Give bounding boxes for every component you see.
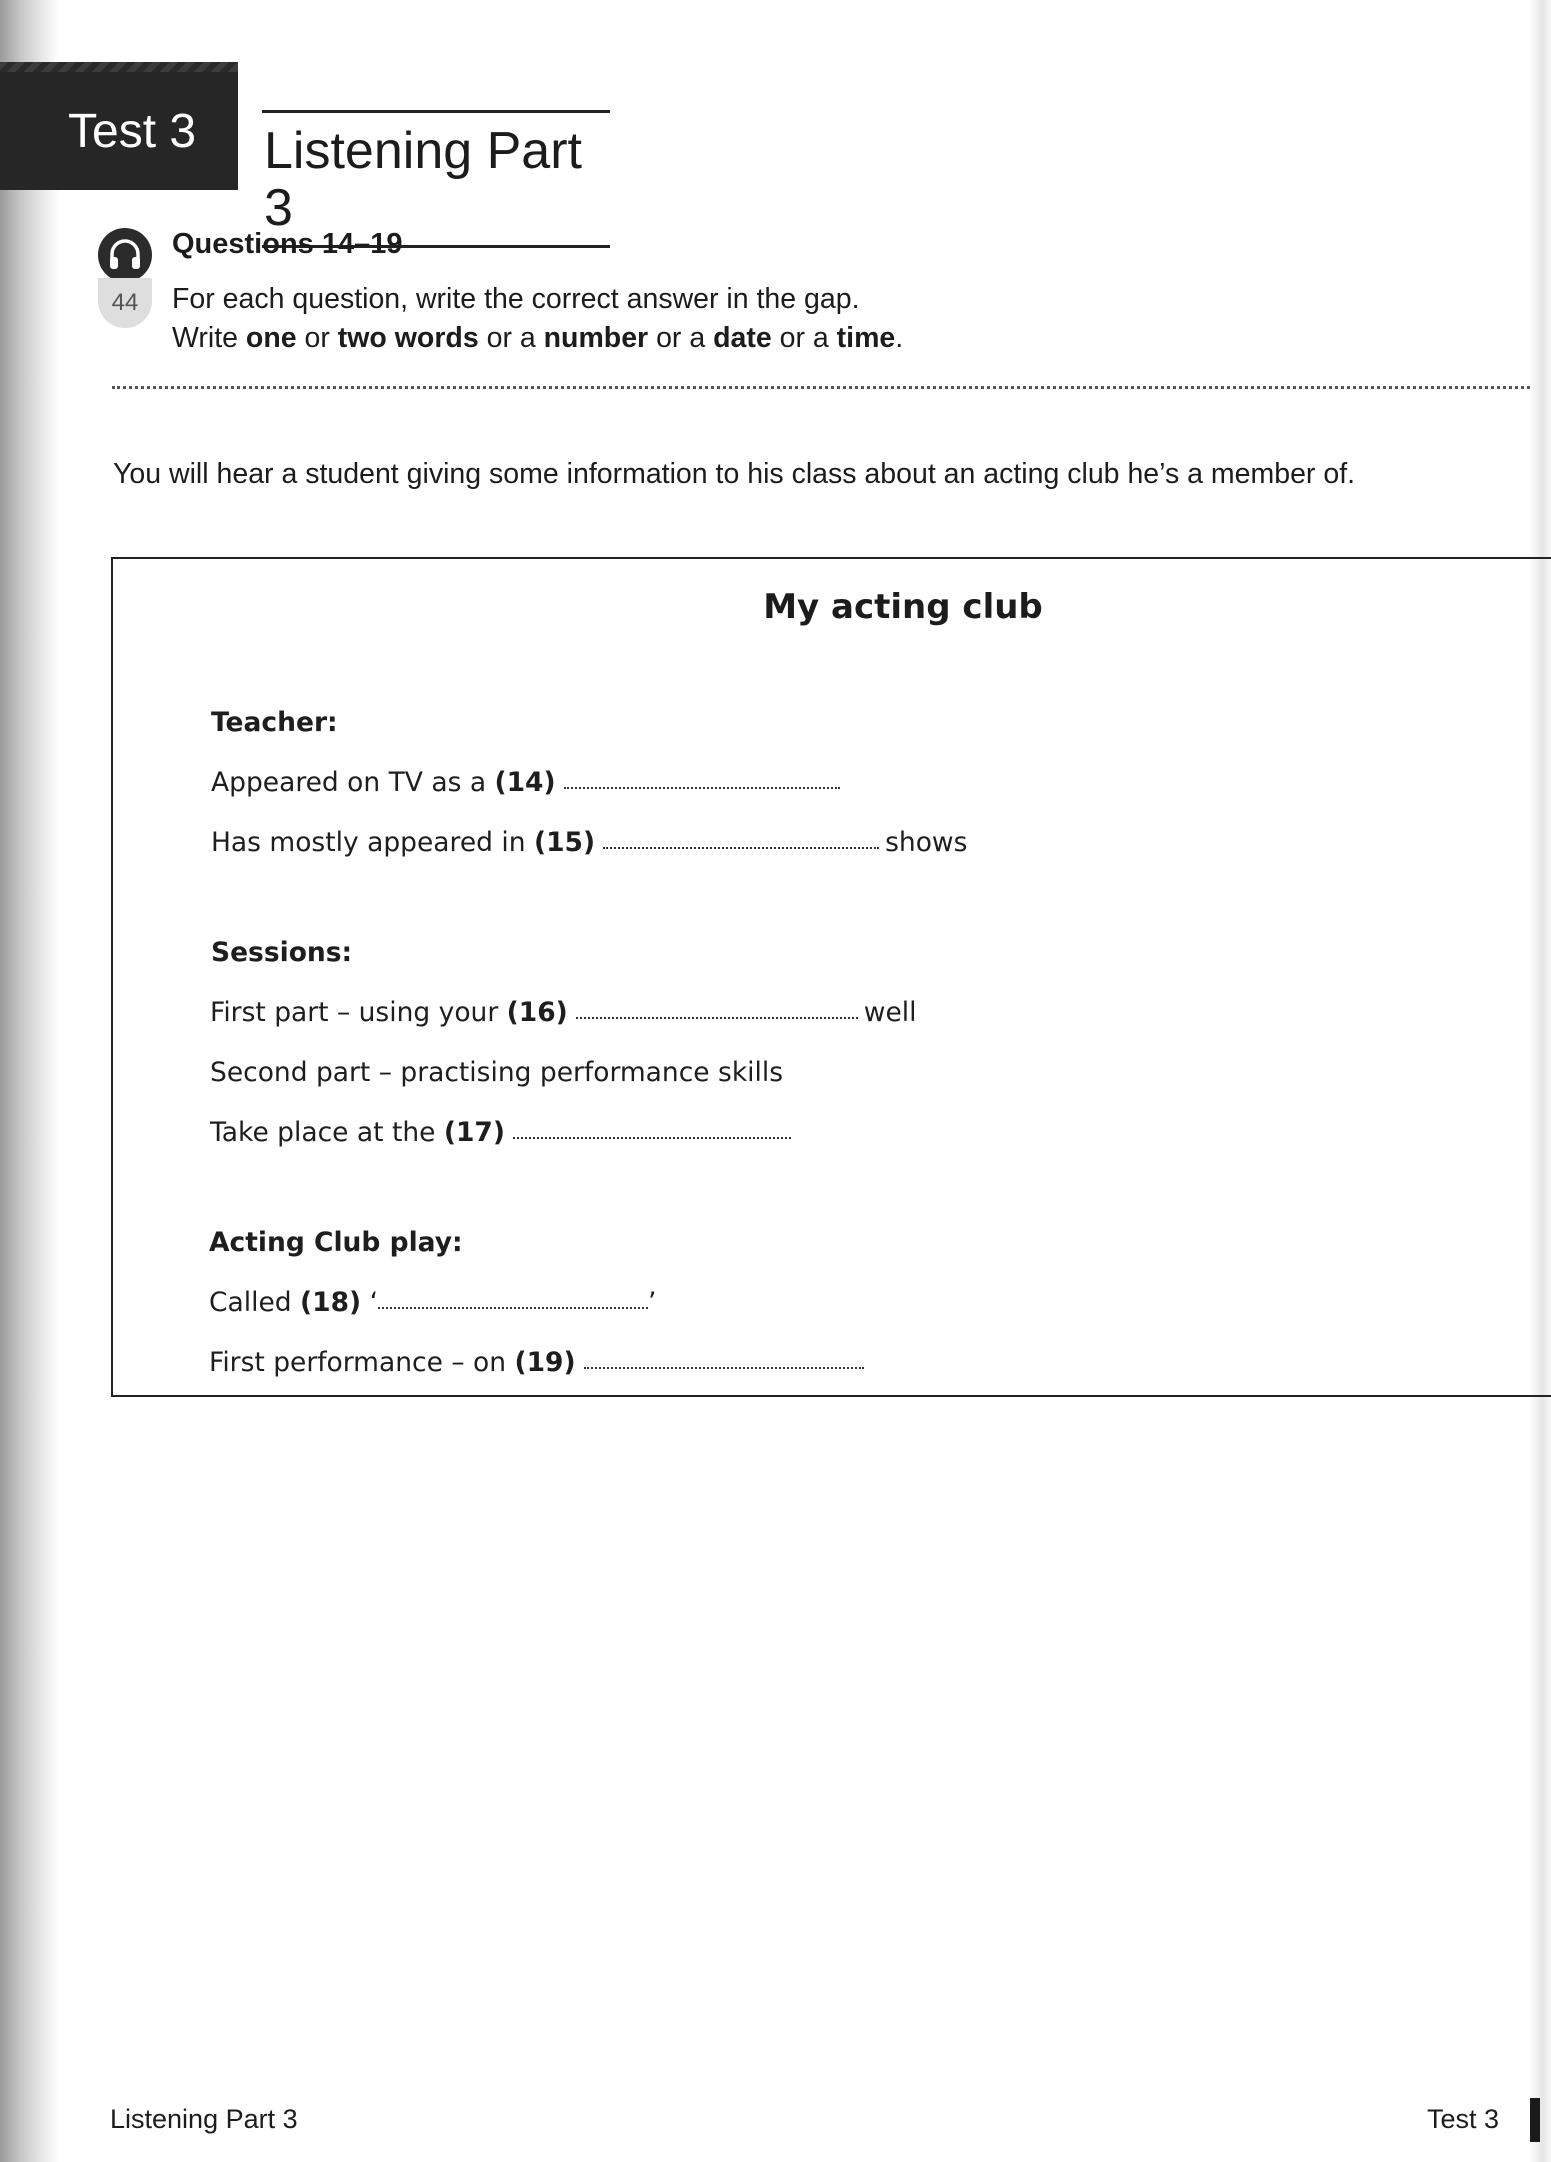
answer-gap-16[interactable]: [576, 1017, 858, 1019]
instruction-line-2: Write one or two words or a number or a date or a time.: [172, 322, 904, 354]
page-shadow-left: [0, 0, 60, 2162]
questions-range: Questions 14–19: [172, 228, 403, 260]
notes-title: My acting club: [763, 587, 1043, 627]
teacher-heading: Teacher:: [211, 707, 338, 738]
gap-line-15: Has mostly appeared in (15) shows: [211, 827, 968, 858]
section-divider: [112, 386, 1530, 389]
intro-text: You will hear a student giving some information to his class about an acting club he’s a member of.: [113, 458, 1356, 490]
notes-box: [111, 557, 1551, 1397]
gap-line-14: Appeared on TV as a (14): [211, 767, 846, 798]
footer-part-label: Listening Part 3: [110, 2104, 298, 2134]
gap-line-19: First performance – on (19): [209, 1347, 870, 1378]
sessions-heading: Sessions:: [211, 937, 353, 968]
answer-gap-14[interactable]: [564, 787, 840, 789]
answer-gap-18[interactable]: [378, 1307, 648, 1309]
test-label-tab: [0, 72, 238, 190]
answer-gap-19[interactable]: [584, 1367, 864, 1369]
gap-line-17: Take place at the (17): [210, 1117, 797, 1148]
session-line-2: Second part – practising performance skills: [210, 1057, 784, 1088]
part-title: Listening Part 3: [262, 110, 610, 248]
track-number: 44: [98, 278, 152, 328]
answer-gap-15[interactable]: [603, 847, 879, 849]
footer-marker: [1530, 2098, 1540, 2142]
gap-line-18: Called (18) ‘ ’: [209, 1287, 657, 1318]
answer-gap-17[interactable]: [513, 1137, 791, 1139]
footer-test-label: Test 3: [1427, 2104, 1500, 2134]
instruction-line-1: For each question, write the correct answer in the gap.: [172, 283, 860, 315]
test-label: Test 3: [68, 104, 197, 158]
gap-line-16: First part – using your (16) well: [210, 997, 917, 1028]
audio-track-badge: [98, 228, 152, 328]
play-heading: Acting Club play:: [209, 1227, 463, 1258]
headphones-icon: [98, 228, 152, 282]
